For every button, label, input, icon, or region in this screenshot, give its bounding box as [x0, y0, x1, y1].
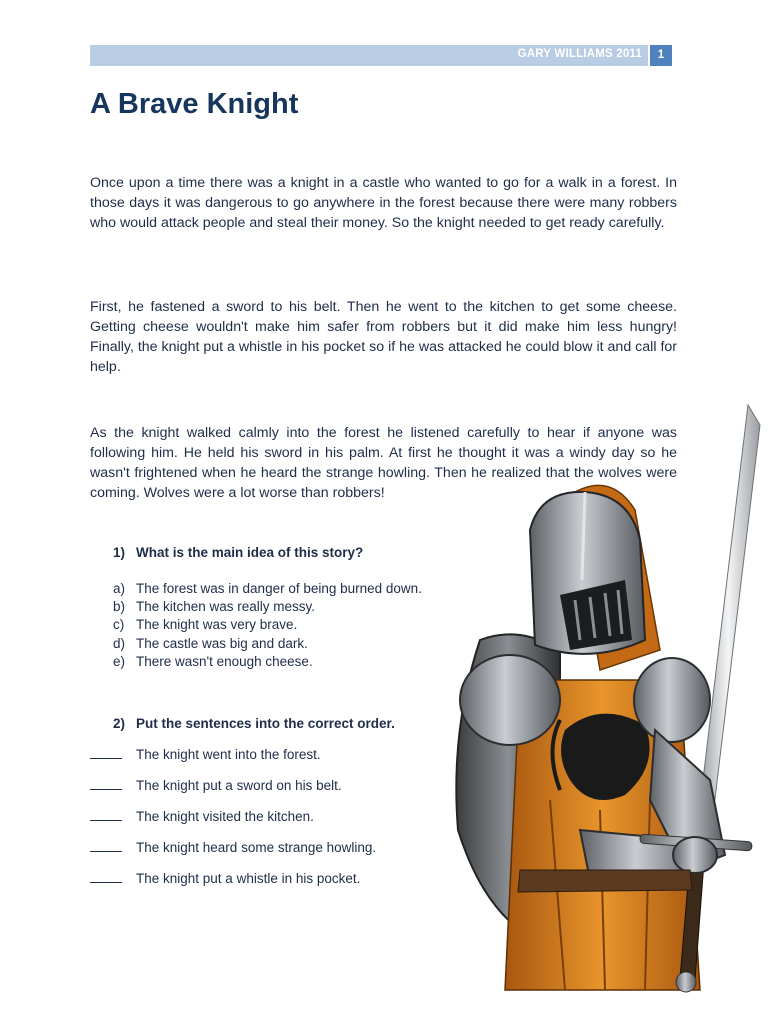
answer-blank[interactable] [90, 745, 122, 759]
option-text: There wasn't enough cheese. [136, 653, 313, 669]
answer-blank[interactable] [90, 869, 122, 883]
story-paragraph-1: Once upon a time there was a knight in a castle who wanted to go for a walk in a forest. In those days it was dangerous to go anywhere in the forest because there were many robbers who would attack people and steal their money. So the knight needed to get ready carefully. [90, 175, 677, 231]
order-item-text: The knight heard some strange howling. [136, 840, 377, 855]
order-item-text: The knight went into the forest. [136, 747, 321, 762]
right-pauldron [634, 658, 710, 742]
option-text: The castle was big and dark. [136, 635, 308, 651]
order-item-text: The knight put a whistle in his pocket. [136, 871, 361, 886]
option-letter: c) [113, 617, 125, 633]
option-letter: d) [113, 635, 126, 651]
question-1-text: What is the main idea of this story? [136, 545, 364, 560]
knight-illustration [410, 400, 768, 1000]
order-item [90, 807, 376, 838]
order-item-text: The knight visited the kitchen. [136, 809, 314, 824]
left-pauldron [460, 655, 560, 745]
order-item [90, 838, 376, 869]
question-2-heading [113, 716, 395, 731]
gauntlet [673, 837, 717, 873]
story-paragraph-3: As the knight walked calmly into the forest he listened carefully to hear if anyone was following him. He held his sword in his palm. At first he thought it was a windy day so he wasn't frightened when he heard the strange howling. Then he realized that the wolves were coming. Wolves were a lot worse than robbers! [90, 425, 677, 501]
question-2-items [90, 745, 376, 900]
option-letter: b) [113, 599, 126, 615]
option-text: The forest was in danger of being burned down. [136, 581, 422, 596]
question-2-text: Put the sentences into the correct order. [136, 716, 395, 731]
story-paragraph-2: First, he fastened a sword to his belt. Then he went to the kitchen to get some cheese. Getting cheese wouldn't make him safer from robbers but it did make him less hungry! Finally, the knight put a whistle in his pocket so if he was attacked he could blow it and call for help. [90, 299, 677, 375]
question-1-number: 1) [113, 545, 126, 560]
answer-blank[interactable] [90, 838, 122, 852]
order-item-text: The knight put a sword on his belt. [136, 778, 342, 793]
order-item [90, 869, 376, 900]
option-text: The knight was very brave. [136, 617, 298, 633]
option-d [113, 635, 422, 653]
page-title: A Brave Knight [90, 88, 299, 120]
option-a [113, 580, 422, 598]
option-letter: a) [113, 581, 126, 596]
option-c [113, 616, 422, 634]
page-number: 1 [650, 45, 672, 66]
header-bar [90, 45, 672, 66]
option-text: The kitchen was really messy. [136, 599, 316, 615]
question-1-options [113, 580, 422, 671]
answer-blank[interactable] [90, 807, 122, 821]
option-e [113, 653, 422, 671]
belt [518, 870, 692, 892]
answer-blank[interactable] [90, 776, 122, 790]
header-author-year: GARY WILLIAMS 2011 [517, 48, 642, 60]
option-b [113, 598, 422, 616]
question-2-number: 2) [113, 716, 126, 731]
option-letter: e) [113, 653, 126, 669]
question-1-heading [113, 545, 363, 560]
sword-pommel [676, 972, 696, 992]
order-item [90, 745, 376, 776]
order-item [90, 776, 376, 807]
